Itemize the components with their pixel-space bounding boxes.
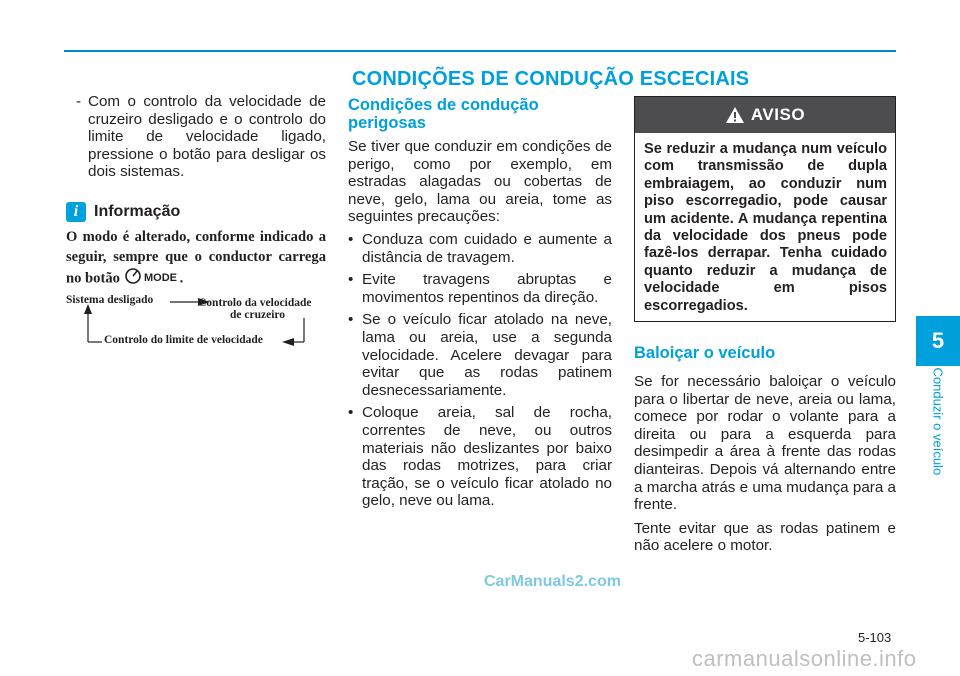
info-text-body: O modo é alterado, conforme indicado a seguir, sempre que o conductor carrega no botão [66, 229, 326, 287]
list-item-text: Coloque areia, sal de rocha, correntes de neve, ou outros materiais não deslizantes por baixo das rodas motrizes, para criar tração, se o veículo ficar atolado no gelo, neve ou lama. [362, 404, 612, 510]
list-item [348, 231, 612, 266]
heading-line-1: Condições de condução [348, 96, 539, 114]
label-system-off: Sistema desligado [66, 294, 154, 306]
chapter-tab: 5 [916, 316, 960, 366]
label-cruise-control-1: Controlo da velocidade [198, 297, 312, 309]
section-title: CONDIÇÕES DE CONDUÇÃO ESCECIAIS [352, 68, 750, 90]
footer-watermark: carmanualsonline.info [692, 646, 917, 671]
list-item [348, 404, 612, 510]
label-cruise-control-2: de cruzeiro [230, 309, 286, 321]
watermark: CarManuals2.com [484, 573, 621, 590]
warning-triangle-icon [725, 106, 745, 124]
bullet-marker: • [348, 404, 354, 422]
warning-header [635, 97, 895, 133]
dangerous-intro: Se tiver que conduzir em condições de perigo, como por exemplo, em estradas alagadas ou cobertas de neve, gelo, lama ou areia, tome as seguintes precauções: [348, 138, 612, 226]
info-title: Informação [94, 203, 181, 220]
chapter-title: Conduzir o veículo [930, 367, 946, 476]
chapter-side-label [930, 368, 946, 488]
list-item-text: Evite travagens abruptas e movimentos repentinos da direção. [362, 271, 612, 306]
rocking-section [634, 344, 896, 555]
bullet-marker: • [348, 311, 354, 329]
top-rule [64, 50, 896, 52]
info-heading [66, 201, 180, 223]
dash-item-text: Com o controlo da velocidade de cruzeiro desligado e o controlo do limite de velocidade ligado, pressione o botão para desligar os dois sistemas. [88, 93, 326, 181]
dash-marker: - [76, 93, 82, 110]
list-item [348, 311, 612, 399]
bullet-marker: • [348, 230, 354, 248]
dangerous-conditions-section [348, 96, 612, 515]
list-item-text: Conduza com cuidado e aumente a distância de travagem. [362, 230, 612, 266]
warning-box [634, 96, 896, 322]
heading-line-2: perigosas [348, 114, 426, 132]
page-number: 5-103 [858, 630, 892, 645]
cruise-mode-icon [124, 267, 180, 292]
label-speed-limit: Controlo do limite de velocidade [104, 334, 263, 346]
info-text [66, 228, 326, 292]
list-item-text: Se o veículo ficar atolado na neve, lama ou areia, use a segunda velocidade. Acelere devagar para evitar que as rodas patinem desnecessariamente. [362, 311, 612, 399]
rocking-paragraph-1: Se for necessário baloiçar o veículo para o libertar de neve, areia ou lama, comece por rodar o volante para a direita ou para a esquerda para desimpedir a área à frente das rodas dianteiras. Depois vá alternando entre a marcha atrás e uma mudança para a frente. [634, 373, 896, 514]
precautions-list [348, 231, 612, 510]
rocking-paragraph-2: Tente evitar que as rodas patinem e não acelere o motor. [634, 519, 896, 555]
bullet-marker: • [348, 271, 354, 289]
info-text-end: . [179, 270, 184, 287]
section-heading-dangerous [348, 96, 612, 132]
mode-label: MODE [143, 272, 177, 285]
warning-title: AVISO [750, 105, 806, 124]
info-icon: i [66, 202, 86, 222]
dash-item [76, 93, 326, 181]
list-item [348, 271, 612, 306]
warning-text: Se reduzir a mudança num veículo com transmissão de dupla embraiagem, ao conduzir num piso escorregadio, pode causar um acidente. A mudança repentina da velocidade dos pneus pode fazê-los derrapar. Tenha cuidado quanto reduzir a mudança de velocidade em pisos escorregadios. [644, 141, 887, 314]
section-heading-rocking: Baloiçar o veículo [634, 344, 776, 362]
